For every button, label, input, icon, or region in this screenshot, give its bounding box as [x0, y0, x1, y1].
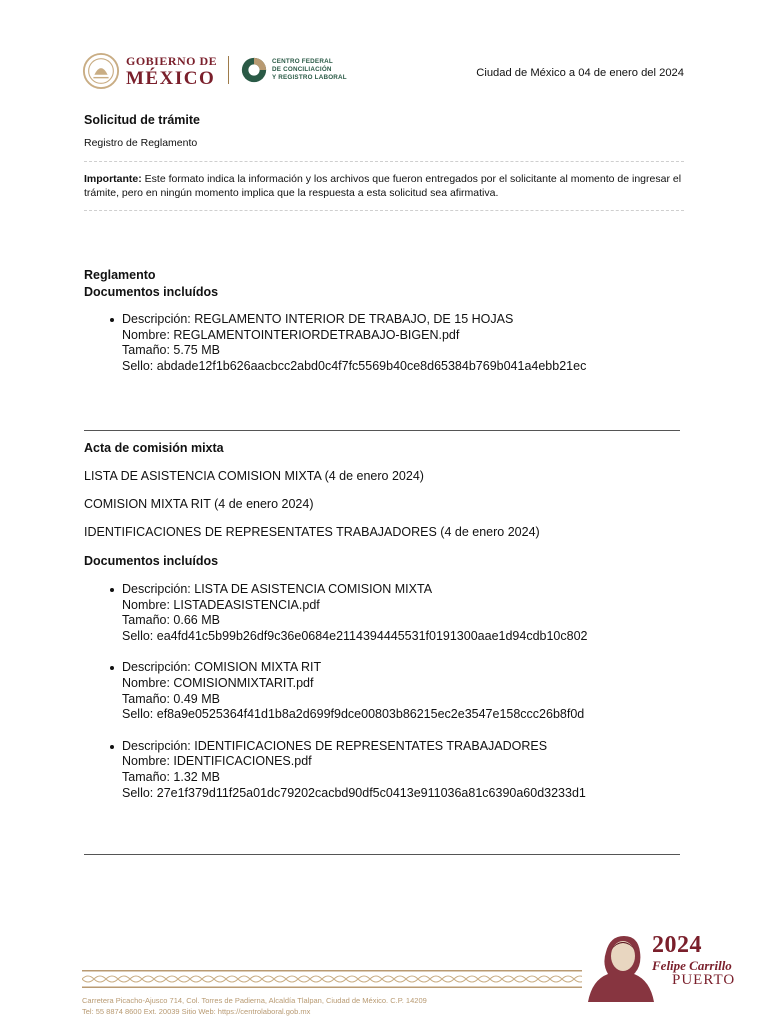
acta-docs-title: Documentos incluídos — [84, 554, 219, 568]
gob-line1: GOBIERNO DE — [126, 53, 218, 68]
doc-description: Descripción: IDENTIFICACIONES DE REPRESENTATES TRABAJADORES — [122, 738, 548, 753]
doc-size: Tamaño: 0.49 MB — [122, 691, 220, 706]
logo-divider — [228, 56, 229, 84]
doc-description: Descripción: LISTA DE ASISTENCIA COMISION MIXTA — [122, 582, 433, 596]
gobierno-de-mexico-logo — [82, 52, 217, 90]
cfcrl-icon — [240, 56, 268, 84]
cfcrl-line2: DE CONCILIACIÓN — [272, 66, 332, 73]
doc-name: Nombre: REGLAMENTOINTERIORDETRABAJO-BIGEN.pdf — [122, 327, 460, 342]
doc-size: Tamaño: 5.75 MB — [122, 343, 220, 358]
important-label: Importante: — [84, 173, 142, 185]
list-item — [108, 312, 586, 374]
reglamento-title: Reglamento — [84, 268, 156, 282]
section-divider — [84, 854, 680, 855]
doc-name: Nombre: IDENTIFICACIONES.pdf — [122, 754, 312, 769]
decorative-pattern-band — [82, 970, 582, 988]
list-item — [108, 582, 588, 644]
name-line1: Felipe Carrillo — [652, 958, 732, 973]
section-divider — [84, 430, 680, 431]
page-title: Solicitud de trámite — [84, 113, 200, 127]
acta-item: IDENTIFICACIONES DE REPRESENTATES TRABAJADORES (4 de enero 2024) — [84, 525, 540, 539]
document-date: Ciudad de México a 04 de enero del 2024 — [476, 67, 684, 79]
important-notice — [84, 172, 684, 200]
doc-name: Nombre: LISTADEASISTENCIA.pdf — [122, 597, 320, 612]
acta-doc-list — [108, 582, 588, 817]
important-text: Este formato indica la información y los archivos que fueron entregados por el solicitante al momento de ingresar el trámite, pero en ningún momento implica que la respuesta a esta solicitud sea afirmativa. — [84, 173, 682, 199]
footer-address — [82, 995, 427, 1017]
gob-line2: MÉXICO — [126, 67, 216, 89]
national-seal-icon — [82, 52, 120, 90]
reglamento-docs-title: Documentos incluídos — [84, 285, 219, 299]
reglamento-doc-list — [108, 312, 586, 390]
dashed-divider — [84, 161, 684, 162]
list-item — [108, 739, 588, 801]
doc-description: Descripción: COMISION MIXTA RIT — [122, 660, 322, 675]
doc-name: Nombre: COMISIONMIXTARIT.pdf — [122, 675, 314, 690]
acta-item: LISTA DE ASISTENCIA COMISION MIXTA (4 de enero 2024) — [84, 469, 424, 483]
doc-description: Descripción: REGLAMENTO INTERIOR DE TRABAJO, DE 15 HOJAS — [122, 312, 514, 326]
dashed-divider — [84, 210, 684, 211]
doc-seal: Sello: abdade12f1b626aacbcc2abd0c4f7fc5569b40ce8d65384b769b041a4ebb21ec — [122, 358, 587, 373]
contact-line: Tel: 55 8874 8600 Ext. 20039 Sitio Web: https://centrolaboral.gob.mx — [82, 1007, 311, 1016]
name-line2: PUERTO — [672, 972, 736, 988]
cfcrl-line3: Y REGISTRO LABORAL — [272, 74, 347, 81]
acta-item: COMISION MIXTA RIT (4 de enero 2024) — [84, 497, 314, 511]
list-item — [108, 660, 588, 722]
page-subtitle: Registro de Reglamento — [84, 137, 198, 149]
year-2024: 2024 — [652, 932, 702, 958]
doc-seal: Sello: ef8a9e0525364f41d1b8a2d699f9dce00803b86215ec2e3547e158ccc26b8f0d — [122, 707, 585, 722]
doc-seal: Sello: 27e1f379d11f25a01dc79202cacbd90df5c0413e911036a81c6390a60d3233d1 — [122, 785, 586, 800]
doc-size: Tamaño: 1.32 MB — [122, 769, 220, 784]
doc-seal: Sello: ea4fd41c5b99b26df9c36e0684e2114394445531f0191300aae1d94cdb10c802 — [122, 628, 588, 643]
acta-title: Acta de comisión mixta — [84, 441, 224, 455]
doc-size: Tamaño: 0.66 MB — [122, 613, 220, 628]
address-line: Carretera Picacho-Ajusco 714, Col. Torres de Padierna, Alcaldía Tlalpan, Ciudad de México. C.P. 14209 — [82, 996, 427, 1005]
cfcrl-line1: CENTRO FEDERAL — [272, 58, 333, 65]
cfcrl-logo — [240, 56, 347, 84]
